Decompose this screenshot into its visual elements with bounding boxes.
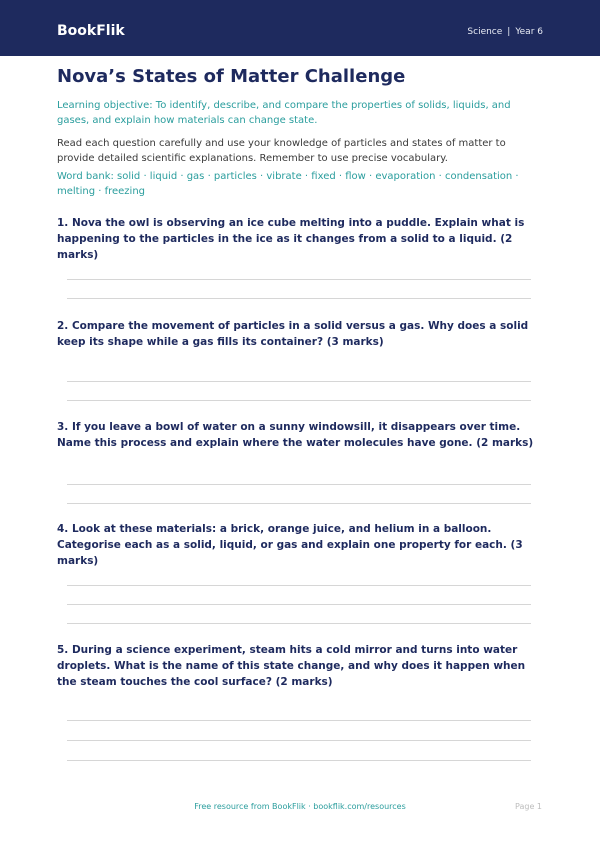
question-4: 4. Look at these materials: a brick, orange juice, and helium in a balloon. Categorise each as a solid, liquid, or gas and explain one property for each. (3 marks) [57, 523, 523, 567]
question-2: 2. Compare the movement of particles in a solid versus a gas. Why does a solid keep its shape while a gas fills its container? (3 marks) [57, 320, 529, 348]
question-1: 1. Nova the owl is observing an ice cube melting into a puddle. Explain what is happening to the particles in the ice as it changes from a solid to a liquid. (2 marks) [57, 217, 525, 261]
meta-separator: | [507, 27, 511, 37]
page-title: Nova’s States of Matter Challenge [57, 66, 406, 87]
answer-line[interactable] [67, 623, 531, 624]
question-3: 3. If you leave a bowl of water on a sunny windowsill, it disappears over time. Name this process and explain where the water molecules have gone. (2 marks) [57, 421, 534, 449]
learning-objective: Learning objective: To identify, describe, and compare the properties of solids, liquids, and gases, and explain how materials can change state. [57, 100, 511, 126]
answer-line[interactable] [67, 503, 531, 504]
answer-line[interactable] [67, 604, 531, 605]
answer-line[interactable] [67, 760, 531, 761]
word-bank: Word bank: solid · liquid · gas · particles · vibrate · fixed · flow · evaporation · condensation · melting · freezing [57, 171, 519, 197]
answer-line[interactable] [67, 720, 531, 721]
answer-line[interactable] [67, 740, 531, 741]
subject-year [467, 26, 543, 38]
header-bar [0, 0, 600, 56]
brand-logo: BookFlik [57, 23, 125, 39]
question-5: 5. During a science experiment, steam hits a cold mirror and turns into water droplets. What is the name of this state change, and why does it happen when the steam touches the cool surface? (2 marks) [57, 644, 526, 688]
answer-line[interactable] [67, 298, 531, 299]
subject-label: Science [467, 27, 503, 37]
instructions: Read each question carefully and use your knowledge of particles and states of matter to provide detailed scientific explanations. Remember to use precise vocabulary. [57, 138, 506, 164]
answer-line[interactable] [67, 279, 531, 280]
answer-line[interactable] [67, 381, 531, 382]
year-label: Year 6 [515, 27, 543, 37]
answer-line[interactable] [67, 585, 531, 586]
answer-line[interactable] [67, 484, 531, 485]
page-number: Page 1 [515, 802, 542, 811]
footer-credit: Free resource from BookFlik · bookflik.com/resources [194, 802, 406, 811]
answer-line[interactable] [67, 400, 531, 401]
